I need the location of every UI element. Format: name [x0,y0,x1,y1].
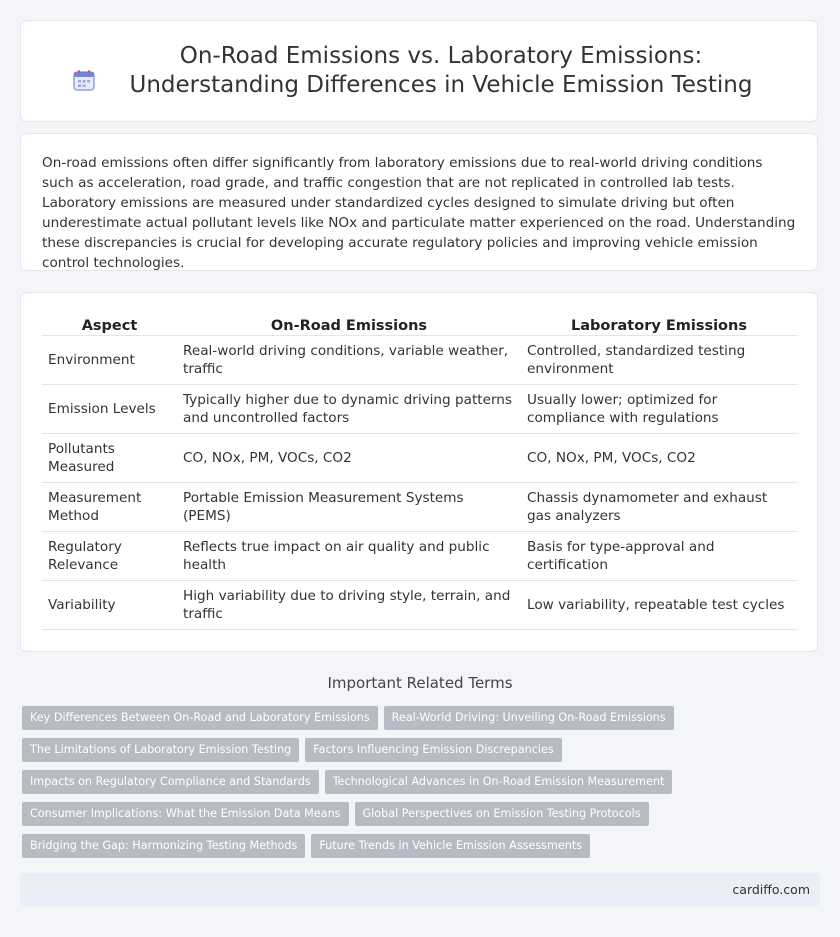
cell-aspect: Emission Levels [42,385,177,434]
cell-on-road: CO, NOx, PM, VOCs, CO2 [177,434,521,483]
cell-aspect: Measurement Method [42,483,177,532]
cell-laboratory: Low variability, repeatable test cycles [521,581,797,630]
page-title: On-Road Emissions vs. Laboratory Emissions: Understanding Differences in Vehicle Emission Testing [129,43,753,98]
intro-paragraph: On-road emissions often differ significantly from laboratory emissions due to real-world driving conditions such as acceleration, road grade, and traffic congestion that are not replicated in controlled lab tests. Laboratory emissions are measured under standardized cycles designed to simulate driving but often underestimate actual pollutant levels like NOx and particulate matter experienced on the road. Understanding these discrepancies is crucial for developing accurate regulatory policies and improving vehicle emission control technologies. [42,155,796,271]
related-term-link[interactable]: Global Perspectives on Emission Testing Protocols [355,802,649,826]
cell-aspect: Regulatory Relevance [42,532,177,581]
calendar-icon [72,68,96,92]
cell-laboratory: Basis for type-approval and certification [521,532,797,581]
related-term-link[interactable]: Bridging the Gap: Harmonizing Testing Methods [22,834,305,858]
cell-aspect: Variability [42,581,177,630]
related-term-link[interactable]: Impacts on Regulatory Compliance and Standards [22,770,319,794]
related-term-link[interactable]: Future Trends in Vehicle Emission Assessments [311,834,590,858]
table-row [42,581,797,630]
table-row [42,385,797,434]
related-terms-heading: Important Related Terms [327,674,513,692]
comparison-card [20,292,818,652]
related-terms-list [22,706,802,866]
cell-laboratory: Usually lower; optimized for compliance with regulations [521,385,797,434]
header-on-road: On-Road Emissions [177,313,521,336]
cell-laboratory: Controlled, standardized testing environment [521,336,797,385]
header-laboratory: Laboratory Emissions [521,313,797,336]
table-row [42,483,797,532]
table-header-row [42,313,797,336]
cell-aspect: Environment [42,336,177,385]
intro-card [20,133,818,271]
cell-on-road: High variability due to driving style, terrain, and traffic [177,581,521,630]
cell-on-road: Typically higher due to dynamic driving patterns and uncontrolled factors [177,385,521,434]
table-row [42,532,797,581]
related-term-link[interactable]: Key Differences Between On-Road and Laboratory Emissions [22,706,378,730]
related-term-link[interactable]: Factors Influencing Emission Discrepancies [305,738,561,762]
header-aspect: Aspect [42,313,177,336]
comparison-table [42,313,797,630]
table-row [42,336,797,385]
cell-laboratory: CO, NOx, PM, VOCs, CO2 [521,434,797,483]
related-term-link[interactable]: Technological Advances in On-Road Emission Measurement [325,770,673,794]
table-row [42,434,797,483]
related-term-link[interactable]: The Limitations of Laboratory Emission Testing [22,738,299,762]
related-term-link[interactable]: Consumer Implications: What the Emission Data Means [22,802,349,826]
cell-on-road: Reflects true impact on air quality and public health [177,532,521,581]
title-card [20,20,818,122]
cell-aspect: Pollutants Measured [42,434,177,483]
related-term-link[interactable]: Real-World Driving: Unveiling On-Road Emissions [384,706,674,730]
title-wrap [72,42,766,100]
cell-laboratory: Chassis dynamometer and exhaust gas analyzers [521,483,797,532]
cell-on-road: Portable Emission Measurement Systems (PEMS) [177,483,521,532]
cell-on-road: Real-world driving conditions, variable weather, traffic [177,336,521,385]
footer-site-link[interactable]: cardiffo.com [732,882,810,897]
footer [20,873,820,906]
